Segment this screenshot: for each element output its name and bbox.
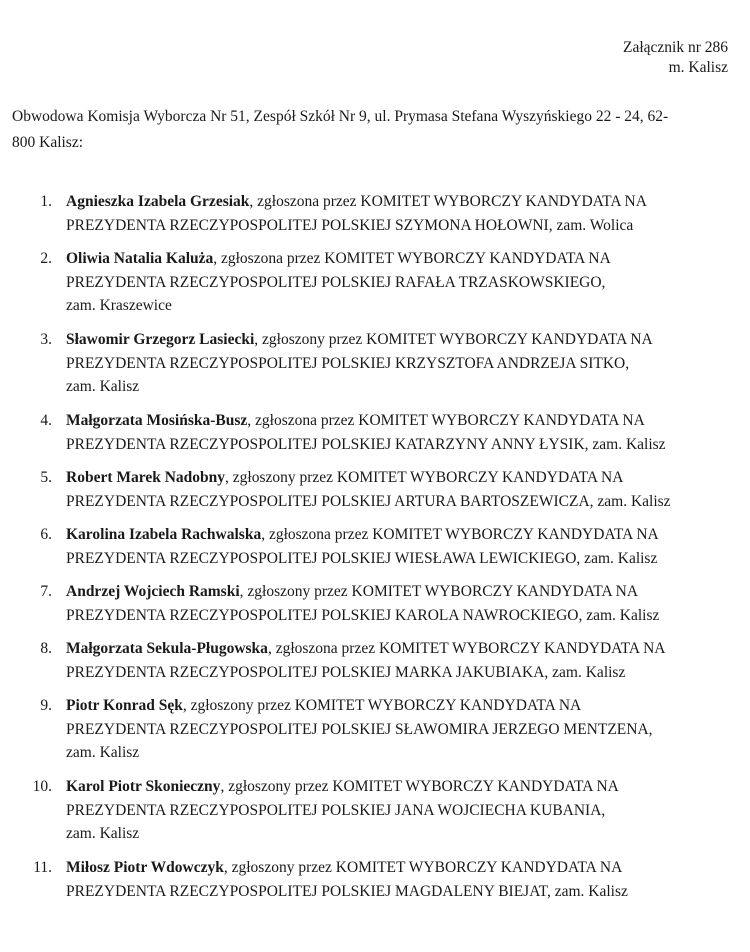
member-name: Karolina Izabela Rachwalska	[66, 526, 262, 543]
commission-description	[12, 104, 727, 156]
list-item	[0, 856, 726, 903]
member-committee-text: PREZYDENTA RZECZYPOSPOLITEJ POLSKIEJ SŁAWOMIRA JERZEGO MENTZENA,	[66, 720, 653, 738]
member-residence-text: zam. Kalisz	[66, 744, 140, 761]
member-committee-text: PREZYDENTA RZECZYPOSPOLITEJ POLSKIEJ RAFAŁA TRZASKOWSKIEGO,	[66, 273, 606, 291]
member-name: Karol Piotr Skonieczny	[66, 778, 221, 795]
list-item	[0, 247, 726, 318]
member-number: 10.	[32, 778, 52, 795]
member-number: 4.	[40, 412, 52, 429]
member-number: 6.	[40, 526, 52, 543]
member-number: 3.	[40, 331, 52, 348]
list-item	[0, 580, 726, 627]
member-committee-text: PREZYDENTA RZECZYPOSPOLITEJ POLSKIEJ KRZYSZTOFA ANDRZEJA SITKO,	[66, 354, 630, 372]
member-name: Robert Marek Nadobny	[66, 469, 226, 486]
member-nomination-text: , zgłoszony przez KOMITET WYBORCZY KANDYDATA NA	[239, 583, 639, 600]
member-residence-text: zam. Kalisz	[66, 825, 140, 842]
member-number: 2.	[40, 250, 52, 267]
member-nomination-text: , zgłoszony przez KOMITET WYBORCZY KANDYDATA NA	[182, 697, 582, 714]
member-number: 7.	[40, 583, 52, 600]
member-committee-text: PREZYDENTA RZECZYPOSPOLITEJ POLSKIEJ KATARZYNY ANNY ŁYSIK, zam. Kalisz	[66, 435, 666, 453]
member-nomination-text: , zgłoszona przez KOMITET WYBORCZY KANDYDATA NA	[261, 526, 659, 543]
member-name: Piotr Konrad Sęk	[66, 697, 183, 714]
commission-line-1: Obwodowa Komisja Wyborcza Nr 51, Zespół Szkół Nr 9, ul. Prymasa Stefana Wyszyńskiego 22 - 24, 62-	[12, 108, 669, 125]
member-nomination-text: , zgłoszony przez KOMITET WYBORCZY KANDYDATA NA	[223, 859, 623, 876]
member-committee-text: PREZYDENTA RZECZYPOSPOLITEJ POLSKIEJ MARKA JAKUBIAKA, zam. Kalisz	[66, 663, 626, 681]
list-item	[0, 409, 726, 456]
member-nomination-text: , zgłoszona przez KOMITET WYBORCZY KANDYDATA NA	[249, 193, 647, 210]
member-committee-text: PREZYDENTA RZECZYPOSPOLITEJ POLSKIEJ WIESŁAWA LEWICKIEGO, zam. Kalisz	[66, 549, 658, 567]
member-nomination-text: , zgłoszony przez KOMITET WYBORCZY KANDYDATA NA	[225, 469, 624, 486]
list-item	[0, 328, 726, 399]
member-committee-text: PREZYDENTA RZECZYPOSPOLITEJ POLSKIEJ KAROLA NAWROCKIEGO, zam. Kalisz	[66, 606, 660, 624]
member-number: 1.	[40, 193, 52, 210]
member-committee-text: PREZYDENTA RZECZYPOSPOLITEJ POLSKIEJ ARTURA BARTOSZEWICZA, zam. Kalisz	[66, 492, 671, 510]
member-residence-text: zam. Kalisz	[66, 378, 140, 395]
member-number: 8.	[40, 640, 52, 657]
member-nomination-text: , zgłoszona przez KOMITET WYBORCZY KANDYDATA NA	[267, 640, 666, 657]
member-number: 9.	[40, 697, 52, 714]
member-nomination-text: , zgłoszona przez KOMITET WYBORCZY KANDYDATA NA	[213, 250, 611, 267]
member-nomination-text: , zgłoszony przez KOMITET WYBORCZY KANDYDATA NA	[254, 331, 653, 348]
member-number: 11.	[33, 859, 52, 876]
city-label: m. Kalisz	[668, 59, 728, 76]
member-committee-text: PREZYDENTA RZECZYPOSPOLITEJ POLSKIEJ MAGDALENY BIEJAT, zam. Kalisz	[66, 882, 628, 900]
list-item	[0, 637, 726, 684]
member-name: Oliwia Natalia Kaluża	[66, 250, 214, 267]
member-residence-text: zam. Kraszewice	[66, 297, 172, 314]
member-name: Miłosz Piotr Wdowczyk	[66, 859, 224, 876]
member-nomination-text: , zgłoszony przez KOMITET WYBORCZY KANDYDATA NA	[220, 778, 619, 795]
member-name: Sławomir Grzegorz Lasiecki	[66, 331, 255, 348]
list-item	[0, 694, 726, 765]
member-nomination-text: , zgłoszona przez KOMITET WYBORCZY KANDYDATA NA	[247, 412, 645, 429]
list-item	[0, 466, 726, 513]
commission-line-2: 800 Kalisz:	[12, 134, 84, 151]
member-committee-text: PREZYDENTA RZECZYPOSPOLITEJ POLSKIEJ JANA WOJCIECHA KUBANIA,	[66, 801, 606, 819]
list-item	[0, 190, 726, 237]
member-name: Małgorzata Sekula-Pługowska	[66, 640, 268, 657]
list-item	[0, 523, 726, 570]
member-name: Małgorzata Mosińska-Busz	[66, 412, 248, 429]
member-committee-text: PREZYDENTA RZECZYPOSPOLITEJ POLSKIEJ SZYMONA HOŁOWNI, zam. Wolica	[66, 216, 634, 234]
member-number: 5.	[40, 469, 52, 486]
document-header	[623, 38, 728, 78]
list-item	[0, 775, 726, 846]
member-name: Andrzej Wojciech Ramski	[66, 583, 240, 600]
member-name: Agnieszka Izabela Grzesiak	[66, 193, 250, 210]
attachment-number: Załącznik nr 286	[622, 39, 728, 56]
